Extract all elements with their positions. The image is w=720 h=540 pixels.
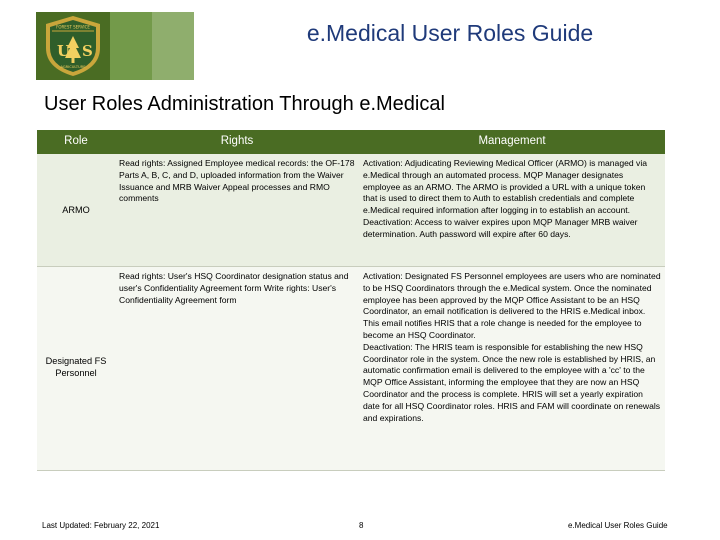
table-row (37, 154, 665, 267)
footer-guide-name: e.Medical User Roles Guide (568, 521, 668, 530)
column-header-rights: Rights (115, 130, 359, 154)
activation-label: Activation: (363, 271, 403, 281)
footer-page-number: 8 (359, 521, 364, 530)
table-row (37, 267, 665, 471)
header-color-block-mid (110, 12, 152, 80)
activation-label: Activation: (363, 158, 403, 168)
page-title: e.Medical User Roles Guide (306, 20, 594, 46)
rights-cell: Read rights: User's HSQ Coordinator designation status and user's Confidentiality Agreement form Write rights: User's Confidentiality Agreement form (115, 267, 359, 471)
column-header-management: Management (359, 130, 665, 154)
role-cell: Designated FS Personnel (37, 267, 115, 471)
svg-text:S: S (82, 42, 93, 60)
role-cell: ARMO (37, 154, 115, 267)
section-title: User Roles Administration Through e.Medical (44, 93, 445, 115)
activation-text: Adjudicating Reviewing Medical Officer (ARMO) is managed via e.Medical through an automated process. MQP Manager designates employee as an ARMO. The ARMO is provided a URL with a unique token that is used to direct them to Auth to establish credentials and complete e.Medical required information after logging in to establish an account. (363, 158, 648, 216)
deactivation-label: Deactivation: (363, 341, 413, 352)
deactivation-text: Access to waiver expires upon MQP Manager MRB waiver determination. Auth password will expire after 60 days. (363, 216, 638, 239)
footer-last-updated: Last Updated: February 22, 2021 (42, 521, 160, 530)
deactivation-label: Deactivation: (363, 216, 413, 227)
activation-text: Designated FS Personnel employees are users who are nominated to be HSQ Coordinators through the e.Medical system. Once the nominated employee has been approved by the MQP Office Assistant to be an HSQ Coordinator, an email notification is delivered to the HRIS e.Medical inbox. This email notifies HRIS that a role change is needed for the employee to become an HSQ Coordinator. (363, 271, 661, 340)
header-color-block-light (152, 12, 194, 80)
svg-text:AGRICULTURE: AGRICULTURE (60, 65, 86, 69)
svg-text:FOREST SERVICE: FOREST SERVICE (56, 24, 90, 30)
header-band (0, 0, 720, 80)
management-cell (359, 154, 665, 267)
forest-service-shield-logo (42, 14, 104, 78)
user-roles-table (37, 130, 665, 471)
management-cell (359, 267, 665, 471)
column-header-role: Role (37, 130, 115, 154)
svg-text:U: U (57, 42, 71, 60)
rights-cell: Read rights: Assigned Employee medical records: the OF-178 Parts A, B, C, and D, uploaded information from the Waiver Issuance and MRB Waiver Appeal processes and RMO comments (115, 154, 359, 267)
table-header-row (37, 130, 665, 154)
deactivation-text: The HRIS team is responsible for establishing the new HSQ Coordinator role in the system. Once the new role is established by HRIS, an automatic confirmation email is delivered to the employee with a 'cc' to the MQP Office Assistant, informing the employee that they are now an HSQ Coordinator and the process is complete. HRIS will set a yearly expiration date for all HSQ Coordinator roles. HRIS and FAM will coordinate on renewals and expirations. (363, 341, 661, 423)
